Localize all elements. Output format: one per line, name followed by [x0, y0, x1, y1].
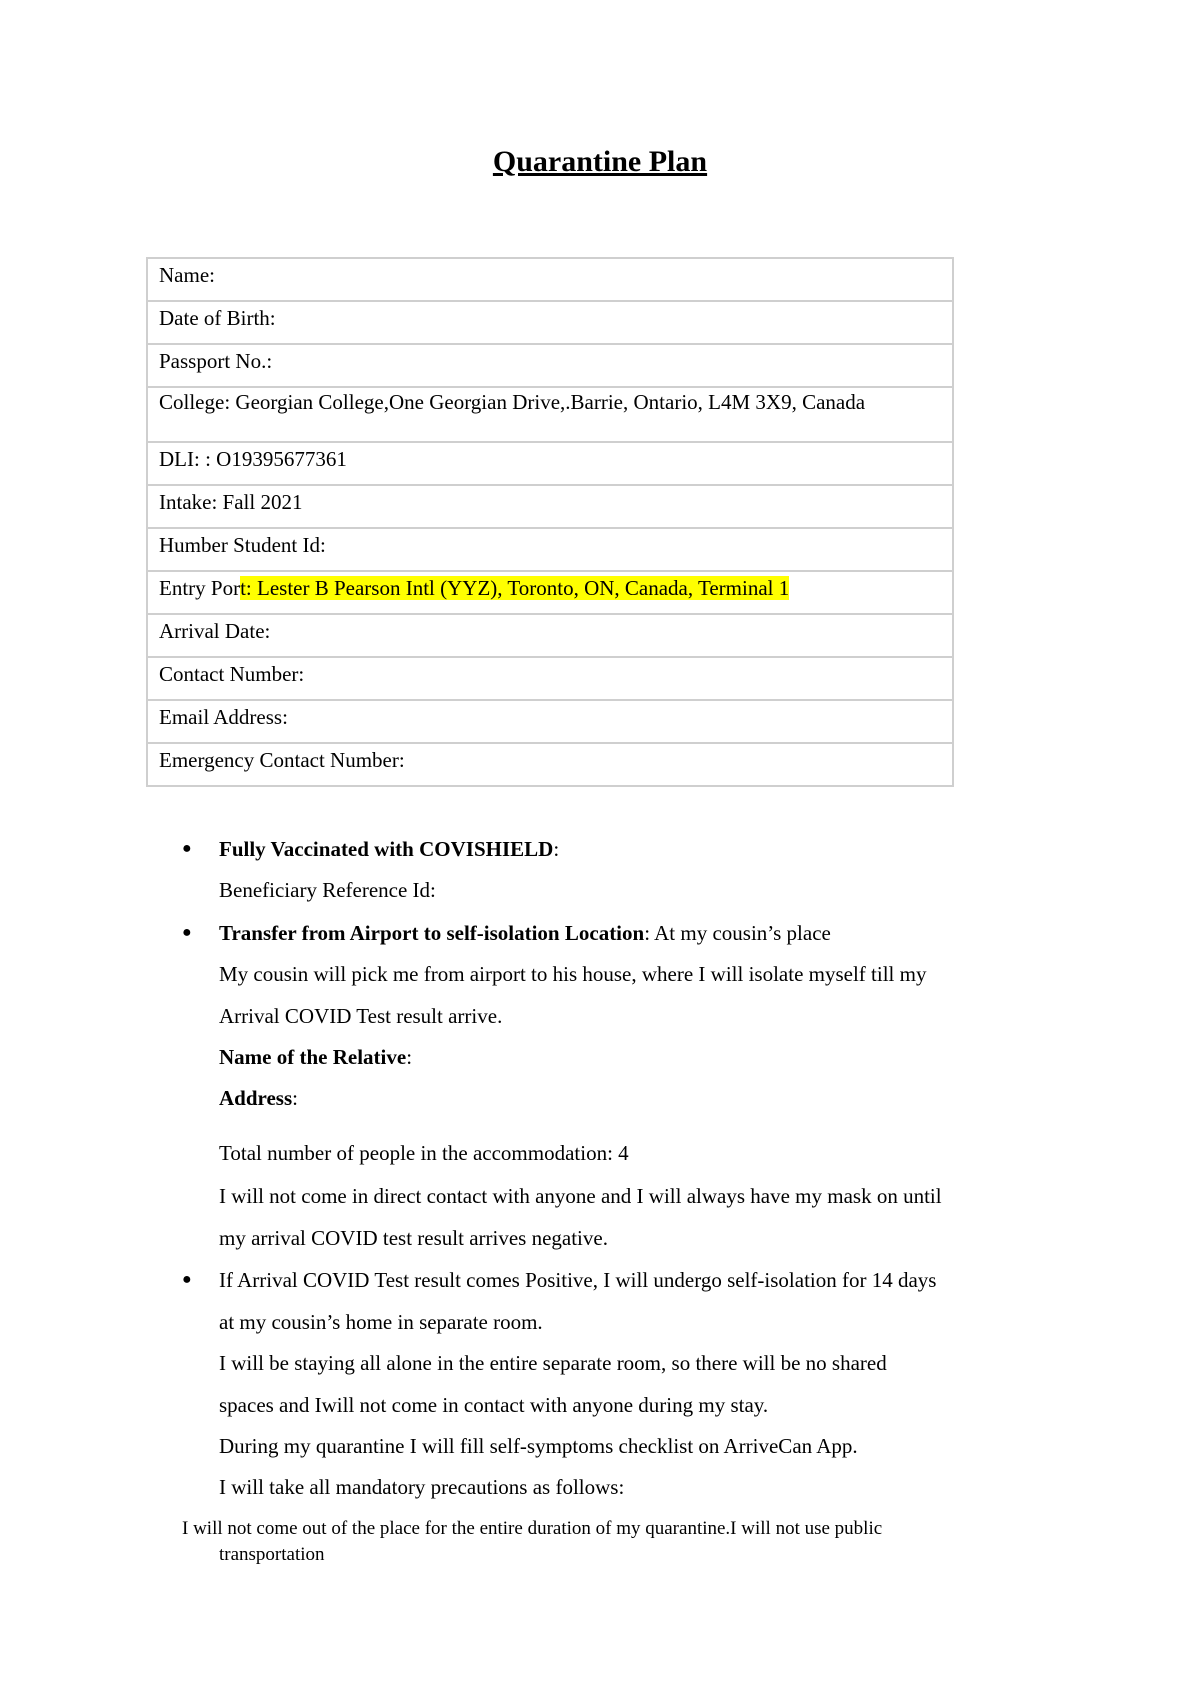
table-row [147, 485, 953, 528]
email-field: Email Address: [147, 700, 953, 743]
college-field: College: Georgian College,One Georgian Drive,.Barrie, Ontario, L4M 3X9, Canada [147, 387, 953, 442]
table-row [147, 387, 953, 442]
transfer-value: : At my cousin’s place [644, 921, 831, 945]
final-precaution-1: I will not come out of the place for the entire duration of my quarantine.I will not use public [182, 1518, 883, 1539]
address-colon: : [292, 1086, 298, 1110]
final-precaution-2: transportation [219, 1544, 325, 1565]
entry-port-field [147, 571, 953, 614]
table-row [147, 344, 953, 387]
alone-detail-1: I will be staying all alone in the entire separate room, so there will be no shared [219, 1351, 887, 1375]
address-label: Address [219, 1086, 293, 1110]
positive-detail-1: If Arrival COVID Test result comes Positive, I will undergo self-isolation for 14 days [219, 1268, 937, 1292]
table-row [147, 571, 953, 614]
name-field: Name: [147, 258, 953, 301]
table-row [147, 528, 953, 571]
transfer-label: Transfer from Airport to self-isolation Location [219, 921, 645, 945]
bullet-icon: ● [182, 924, 192, 941]
student-id-field: Humber Student Id: [147, 528, 953, 571]
checklist-line: During my quarantine I will fill self-symptoms checklist on ArriveCan App. [219, 1434, 858, 1458]
contact-detail-1: I will not come in direct contact with anyone and I will always have my mask on until [219, 1184, 942, 1208]
intake-field: Intake: Fall 2021 [147, 485, 953, 528]
contact-number-field: Contact Number: [147, 657, 953, 700]
dob-field: Date of Birth: [147, 301, 953, 344]
beneficiary-line: Beneficiary Reference Id: [219, 878, 436, 902]
address-line [219, 1084, 298, 1112]
relative-line [219, 1043, 412, 1071]
table-row [147, 614, 953, 657]
emergency-contact-field: Emergency Contact Number: [147, 743, 953, 786]
alone-detail-2: spaces and Iwill not come in contact with anyone during my stay. [219, 1393, 769, 1417]
table-row [147, 743, 953, 786]
dli-field: DLI: : O19395677361 [147, 442, 953, 485]
bullet-icon: ● [182, 1271, 192, 1288]
table-row [147, 657, 953, 700]
passport-field: Passport No.: [147, 344, 953, 387]
transfer-detail-1: My cousin will pick me from airport to his house, where I will isolate myself till my [219, 962, 927, 986]
table-row [147, 258, 953, 301]
vaccination-colon: : [553, 837, 560, 861]
student-info-table [146, 257, 954, 787]
entry-port-highlight: t: Lester B Pearson Intl (YYZ), Toronto, ON, Canada, Terminal 1 [240, 576, 790, 600]
entry-port-label: Entry Por [159, 576, 241, 600]
vaccination-line [219, 835, 559, 863]
people-count-line: Total number of people in the accommodation: 4 [219, 1141, 629, 1165]
page-title: Quarantine Plan [492, 145, 708, 178]
relative-label: Name of the Relative [219, 1045, 407, 1069]
table-row [147, 301, 953, 344]
transfer-line [219, 919, 831, 947]
arrival-date-field: Arrival Date: [147, 614, 953, 657]
precautions-line: I will take all mandatory precautions as follows: [219, 1475, 625, 1499]
transfer-detail-2: Arrival COVID Test result arrive. [219, 1004, 503, 1028]
positive-detail-2: at my cousin’s home in separate room. [219, 1310, 543, 1334]
vaccination-label: Fully Vaccinated with COVISHIELD [219, 837, 554, 861]
relative-colon: : [406, 1045, 413, 1069]
table-row [147, 700, 953, 743]
contact-detail-2: my arrival COVID test result arrives negative. [219, 1226, 608, 1250]
table-row [147, 442, 953, 485]
bullet-icon: ● [182, 840, 192, 857]
